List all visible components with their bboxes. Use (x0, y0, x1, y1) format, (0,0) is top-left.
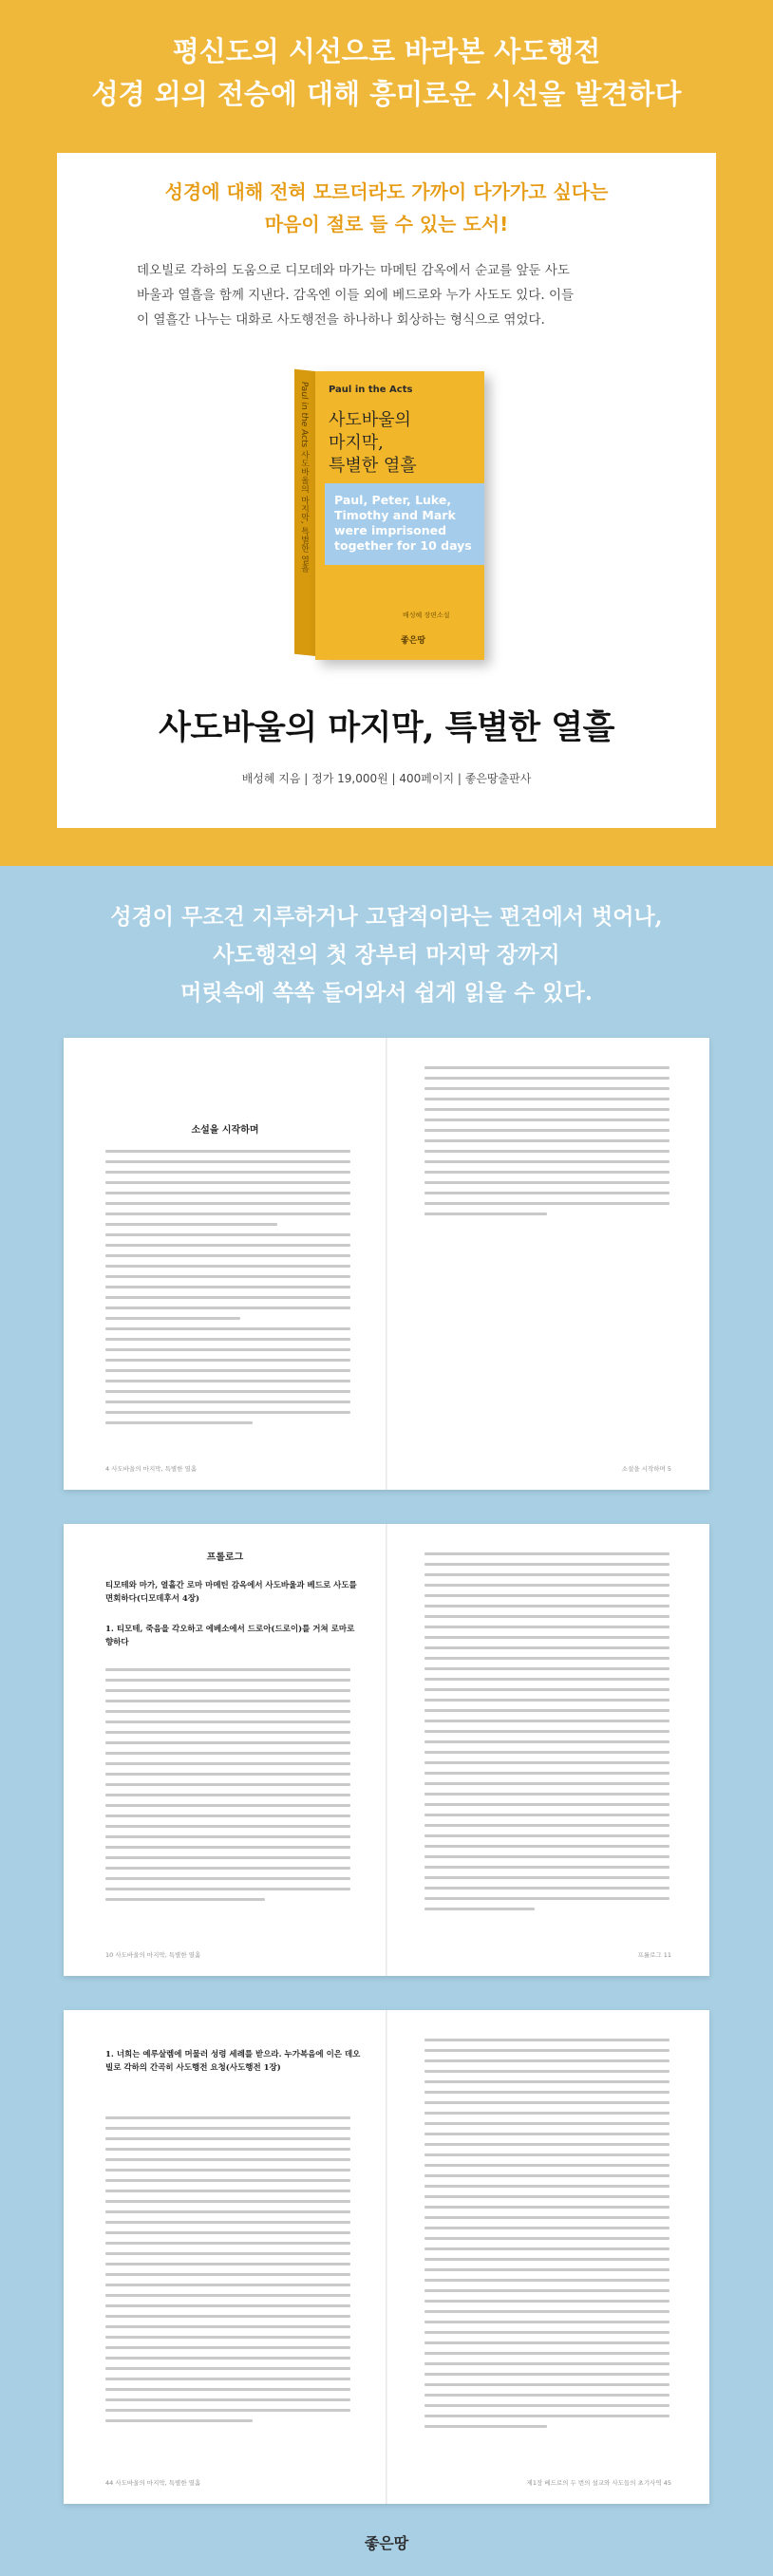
description-line: 이 열흘간 나누는 대화로 사도행전을 하나하나 회상하는 형식으로 엮었다. (137, 312, 545, 328)
body-text-lines (105, 1668, 350, 1908)
page-heading: 프롤로그 (206, 1552, 244, 1563)
right-page (386, 1524, 709, 1976)
cover-blue-box (325, 483, 484, 565)
cover-author: 배성혜 장편소설 (403, 611, 450, 619)
hero-headline-1: 평신도의 시선으로 바라본 사도행전 (172, 35, 601, 67)
publisher-logo: 좋은땅 (364, 2534, 409, 2552)
book-cover-image (294, 371, 484, 664)
body-text-lines (424, 1552, 669, 1918)
book-info-card (57, 153, 716, 828)
promo-line-1: 성경이 무조건 지루하거나 고답적이라는 편견에서 벗어나, (110, 904, 663, 930)
intro-section (0, 0, 773, 866)
page-footer: 44 사도바울의 마지막, 특별한 열흘 (105, 2479, 201, 2487)
page-footer: 10 사도바울의 마지막, 특별한 열흘 (105, 1951, 201, 1959)
left-page (64, 1038, 386, 1490)
page-footer: 4 사도바울의 마지막, 특별한 열흘 (105, 1465, 198, 1473)
page-footer: 제1장 베드로의 두 번의 설교와 사도들의 초기사역 45 (526, 2479, 671, 2487)
page-spread (64, 1038, 709, 1490)
card-heading-2: 마음이 절로 들 수 있는 도서! (264, 213, 509, 235)
page-spread (64, 2010, 709, 2504)
page-spread (64, 1524, 709, 1976)
promo-line-2: 사도행전의 첫 장부터 마지막 장까지 (213, 942, 560, 968)
book-front-cover (315, 371, 484, 660)
description-line: 바울과 열흘을 함께 지낸다. 감옥엔 이들 외에 베드로와 누가 사도도 있다. 이들 (137, 288, 575, 303)
page-heading: 소설을 시작하며 (191, 1125, 259, 1136)
card-heading-1: 성경에 대해 전혀 모르더라도 가까이 다가가고 싶다는 (164, 180, 609, 203)
cover-title-line: 사도바울의 (329, 410, 411, 430)
cover-title-line: 마지막, (329, 433, 384, 453)
left-page (64, 2010, 386, 2504)
page-footer: 소설을 시작하며 5 (621, 1465, 671, 1473)
hero-headline-2: 성경 외의 전승에 대해 흥미로운 시선을 발견하다 (91, 78, 682, 110)
chapter-subtitle: 티모테와 마가, 열흘간 로마 마메틴 감옥에서 사도바울과 베드로 사도를 면회하다(디모데후서 4장) (105, 1581, 357, 1604)
cover-title (329, 409, 417, 478)
spine-text: Paul in the Acts 사도바울의 마지막, 특별한 열흘 (299, 381, 309, 573)
book-meta: 배성혜 지음 | 정가 19,000원 | 400페이지 | 좋은땅출판사 (241, 772, 532, 785)
cover-publisher-logo: 좋은땅 (401, 636, 426, 646)
preview-section (0, 866, 773, 2576)
cover-box-line: together for 10 days (334, 538, 472, 553)
body-text-lines (424, 1066, 669, 1223)
cover-box-line: Paul, Peter, Luke, (334, 493, 452, 507)
promo-line-3: 머릿속에 쏙쏙 들어와서 쉽게 읽을 수 있다. (180, 980, 593, 1006)
cover-box-text (334, 493, 472, 554)
book-title: 사도바울의 마지막, 특별한 열흘 (159, 708, 614, 747)
cover-title-line: 특별한 열흘 (329, 456, 417, 476)
body-text-lines (105, 2116, 350, 2430)
cover-box-line: Timothy and Mark (334, 508, 456, 522)
cover-english-title: Paul in the Acts (329, 385, 413, 395)
section-subtitle: 1. 너희는 예루살렘에 머물러 성령 세례를 받으라. 누가복음에 이은 데오빌로 각하의 간곡히 사도행전 요청(사도행전 1장) (105, 2050, 361, 2073)
description-line: 데오빌로 각하의 도움으로 디모데와 마가는 마메틴 감옥에서 순교를 앞둔 사도 (137, 263, 570, 278)
page-footer: 프롤로그 11 (637, 1951, 671, 1959)
right-page (386, 1038, 709, 1490)
card-description (137, 258, 636, 332)
left-page (64, 1524, 386, 1976)
cover-box-line: were imprisoned (334, 523, 447, 537)
section-subtitle: 1. 티모테, 죽음을 각오하고 에베소에서 드로아(드로이)를 거쳐 로마로 향하다 (105, 1625, 355, 1647)
right-page (386, 2010, 709, 2504)
book-spine (294, 369, 315, 656)
body-text-lines (424, 2039, 669, 2435)
body-text-lines (105, 1150, 350, 1432)
